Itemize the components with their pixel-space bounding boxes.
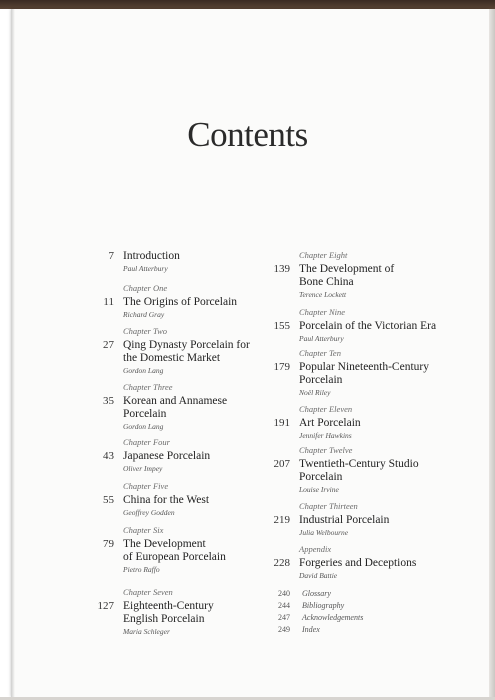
chapter-title: Qing Dynasty Porcelain for <box>123 339 250 351</box>
page-number: 139 <box>273 263 290 275</box>
author-name: Richard Gray <box>123 310 165 319</box>
author-name: Geoffrey Godden <box>123 508 175 517</box>
author-name: Paul Atterbury <box>123 264 168 273</box>
page-number: 249 <box>278 625 290 634</box>
chapter-title: of European Porcelain <box>123 551 226 563</box>
page-number: 43 <box>103 450 114 462</box>
chapter-label: Chapter Five <box>123 481 169 491</box>
author-name: David Battie <box>299 571 338 580</box>
chapter-title: Industrial Porcelain <box>299 514 390 526</box>
chapter-title: the Domestic Market <box>123 352 221 364</box>
chapter-title: Porcelain <box>299 471 343 483</box>
author-name: Paul Atterbury <box>299 334 344 343</box>
back-matter-item <box>258 625 458 636</box>
page-number: 7 <box>108 250 114 262</box>
chapter-label: Chapter Three <box>123 382 173 392</box>
chapter-title: Korean and Annamese <box>123 395 228 407</box>
back-matter-item <box>258 601 458 612</box>
chapter-label: Chapter One <box>123 283 168 293</box>
page-number: 35 <box>103 395 114 407</box>
back-matter-item <box>258 613 458 624</box>
chapter-title: Twentieth-Century Studio <box>299 458 419 470</box>
spine-shadow <box>11 9 15 697</box>
page-number: 127 <box>97 600 114 612</box>
page-number: 244 <box>278 601 290 610</box>
back-matter-item <box>258 589 458 600</box>
page-number: 191 <box>273 417 290 429</box>
chapter-label: Chapter Ten <box>299 348 341 358</box>
book-cover-edge <box>0 0 495 9</box>
chapter-title: The Development <box>123 538 206 550</box>
author-name: Terence Lockett <box>299 290 347 299</box>
chapter-label: Chapter Two <box>123 326 168 336</box>
chapter-label: Chapter Six <box>123 525 164 535</box>
page-edge-shadow <box>489 9 495 700</box>
page-number: 55 <box>103 494 114 506</box>
chapter-label: Chapter Seven <box>123 587 173 597</box>
back-matter-label: Acknowledgements <box>302 613 364 622</box>
back-matter-label: Bibliography <box>302 601 345 610</box>
chapter-label: Chapter Eight <box>299 250 348 260</box>
chapter-label: Chapter Twelve <box>299 445 353 455</box>
page-number: 27 <box>103 339 114 351</box>
chapter-label: Chapter Thirteen <box>299 501 358 511</box>
author-name: Oliver Impey <box>123 464 163 473</box>
page-number: 11 <box>103 296 114 308</box>
chapter-title: Forgeries and Deceptions <box>299 557 417 569</box>
page-number: 79 <box>103 538 114 550</box>
author-name: Louise Irvine <box>299 485 339 494</box>
chapter-title: Bone China <box>299 276 354 288</box>
chapter-title: English Porcelain <box>123 613 205 625</box>
chapter-label: Chapter Nine <box>299 307 346 317</box>
chapter-title: China for the West <box>123 494 210 506</box>
page-number: 240 <box>278 589 290 598</box>
chapter-title: The Origins of Porcelain <box>123 296 238 308</box>
chapter-title: Porcelain of the Victorian Era <box>299 320 437 332</box>
chapter-title: The Development of <box>299 263 395 275</box>
page-title: Contents <box>187 115 308 155</box>
chapter-title: Eighteenth-Century <box>123 600 214 612</box>
author-name: Pietro Raffo <box>123 565 160 574</box>
back-matter-label: Glossary <box>302 589 331 598</box>
author-name: Noël Riley <box>299 388 331 397</box>
author-name: Gordon Lang <box>123 366 164 375</box>
page-number: 219 <box>273 514 290 526</box>
chapter-label: Appendix <box>299 544 332 554</box>
page-number: 179 <box>273 361 290 373</box>
page-number: 228 <box>273 557 290 569</box>
author-name: Jennifer Hawkins <box>299 431 352 440</box>
page-number: 155 <box>273 320 290 332</box>
chapter-title: Popular Nineteenth-Century <box>299 361 429 373</box>
page-number: 247 <box>278 613 290 622</box>
chapter-label: Chapter Four <box>123 437 170 447</box>
author-name: Maria Schleger <box>123 627 170 636</box>
chapter-title: Porcelain <box>299 374 343 386</box>
chapter-title: Japanese Porcelain <box>123 450 211 462</box>
chapter-label: Chapter Eleven <box>299 404 353 414</box>
page-number: 207 <box>273 458 290 470</box>
chapter-title: Porcelain <box>123 408 167 420</box>
chapter-title: Introduction <box>123 250 180 262</box>
chapter-title: Art Porcelain <box>299 417 361 429</box>
author-name: Gordon Lang <box>123 422 164 431</box>
author-name: Julia Welbourne <box>299 528 349 537</box>
back-matter-label: Index <box>302 625 320 634</box>
